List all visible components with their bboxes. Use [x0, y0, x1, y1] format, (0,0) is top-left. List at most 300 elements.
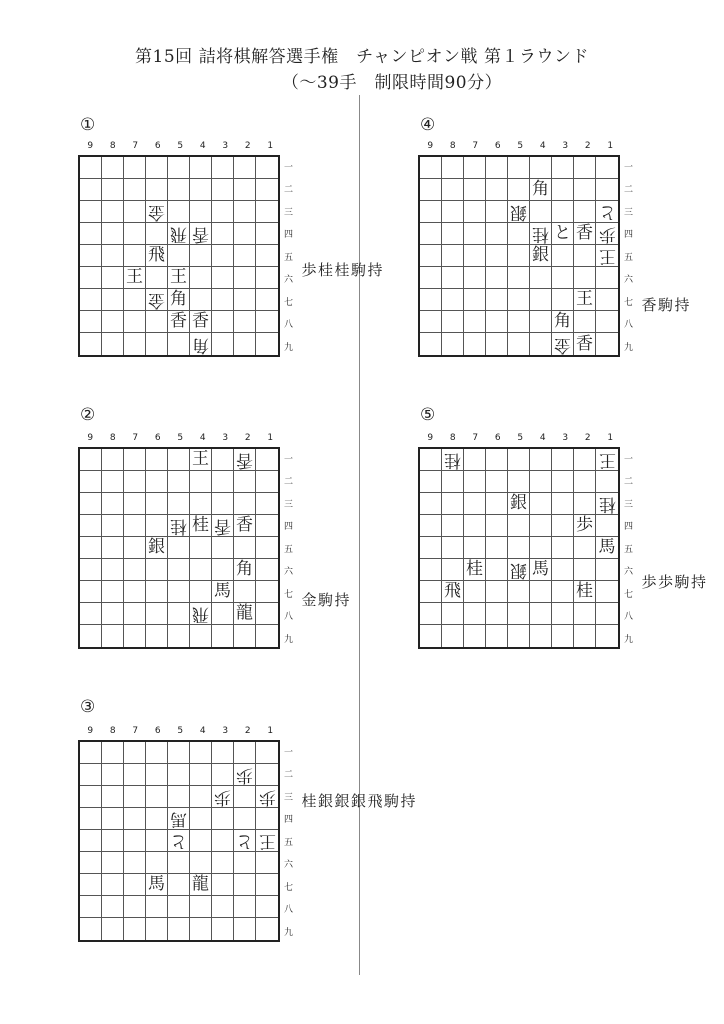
shogi-piece[interactable]: 銀: [148, 537, 165, 557]
board-square[interactable]: [530, 289, 552, 311]
shogi-piece[interactable]: 銀: [510, 560, 527, 580]
board-square[interactable]: [168, 896, 190, 918]
shogi-piece[interactable]: 馬: [148, 874, 165, 894]
shogi-piece[interactable]: 歩: [236, 765, 253, 785]
board-square[interactable]: [574, 559, 596, 581]
board-square[interactable]: [508, 515, 530, 537]
board-square[interactable]: [102, 808, 124, 830]
board-square[interactable]: [596, 471, 618, 493]
shogi-piece[interactable]: と: [554, 223, 571, 243]
board-square[interactable]: [530, 223, 552, 245]
board-square[interactable]: [464, 559, 486, 581]
shogi-piece[interactable]: と: [236, 831, 253, 851]
board-square[interactable]: [168, 179, 190, 201]
shogi-piece[interactable]: 香: [192, 224, 209, 244]
shogi-piece[interactable]: 馬: [170, 809, 187, 829]
board-square[interactable]: [212, 874, 234, 896]
board-square[interactable]: [124, 852, 146, 874]
board-square[interactable]: [190, 223, 212, 245]
board-square[interactable]: [146, 333, 168, 355]
board-square[interactable]: [464, 267, 486, 289]
board-square[interactable]: [146, 311, 168, 333]
board-square[interactable]: [596, 157, 618, 179]
board-square[interactable]: [256, 742, 278, 764]
board-square[interactable]: [256, 537, 278, 559]
board-square[interactable]: [234, 471, 256, 493]
board-square[interactable]: [212, 311, 234, 333]
shogi-piece[interactable]: 馬: [214, 581, 231, 601]
shogi-piece[interactable]: 王: [192, 449, 209, 469]
board-square[interactable]: [146, 874, 168, 896]
board-square[interactable]: [80, 179, 102, 201]
board-square[interactable]: [124, 449, 146, 471]
board-square[interactable]: [596, 537, 618, 559]
board-square[interactable]: [102, 179, 124, 201]
board-square[interactable]: [190, 852, 212, 874]
board-square[interactable]: [102, 289, 124, 311]
board-square[interactable]: [190, 267, 212, 289]
board-square[interactable]: [486, 515, 508, 537]
board-square[interactable]: [124, 157, 146, 179]
board-square[interactable]: [530, 179, 552, 201]
board-square[interactable]: [234, 603, 256, 625]
board-square[interactable]: [464, 333, 486, 355]
board-square[interactable]: [190, 896, 212, 918]
board-square[interactable]: [552, 471, 574, 493]
board-square[interactable]: [190, 537, 212, 559]
board-square[interactable]: [530, 493, 552, 515]
shogi-piece[interactable]: 角: [192, 334, 209, 355]
board-square[interactable]: [190, 625, 212, 647]
board-square[interactable]: [256, 559, 278, 581]
board-square[interactable]: [146, 918, 168, 940]
board-square[interactable]: [420, 603, 442, 625]
board-square[interactable]: [234, 559, 256, 581]
board-square[interactable]: [574, 157, 596, 179]
board-square[interactable]: [256, 515, 278, 537]
board-square[interactable]: [596, 515, 618, 537]
board-square[interactable]: [552, 333, 574, 355]
board-square[interactable]: [102, 515, 124, 537]
board-square[interactable]: [530, 333, 552, 355]
board-square[interactable]: [190, 559, 212, 581]
board-square[interactable]: [124, 223, 146, 245]
board-square[interactable]: [508, 179, 530, 201]
board-square[interactable]: [146, 896, 168, 918]
board-square[interactable]: [168, 852, 190, 874]
board-square[interactable]: [124, 830, 146, 852]
board-square[interactable]: [596, 289, 618, 311]
board-square[interactable]: [596, 333, 618, 355]
board-square[interactable]: [234, 830, 256, 852]
shogi-piece[interactable]: 王: [598, 246, 616, 266]
shogi-piece[interactable]: 香: [170, 311, 187, 331]
board-square[interactable]: [124, 808, 146, 830]
shogi-piece[interactable]: 金: [554, 334, 571, 355]
board-square[interactable]: [80, 537, 102, 559]
shogi-piece[interactable]: 龍: [236, 603, 253, 623]
board-square[interactable]: [146, 786, 168, 808]
board-square[interactable]: [552, 157, 574, 179]
board-square[interactable]: [486, 493, 508, 515]
board-square[interactable]: [212, 830, 234, 852]
board-square[interactable]: [234, 201, 256, 223]
board-square[interactable]: [442, 515, 464, 537]
board-square[interactable]: [234, 918, 256, 940]
shogi-piece[interactable]: 銀: [532, 245, 549, 265]
board-square[interactable]: [508, 493, 530, 515]
board-square[interactable]: [80, 311, 102, 333]
board-square[interactable]: [212, 449, 234, 471]
board-square[interactable]: [234, 223, 256, 245]
board-square[interactable]: [256, 625, 278, 647]
board-square[interactable]: [530, 603, 552, 625]
board-square[interactable]: [234, 333, 256, 355]
board-square[interactable]: [212, 603, 234, 625]
board-square[interactable]: [530, 311, 552, 333]
board-square[interactable]: [80, 852, 102, 874]
shogi-piece[interactable]: 香: [236, 515, 253, 535]
board-square[interactable]: [596, 581, 618, 603]
board-square[interactable]: [212, 179, 234, 201]
board-square[interactable]: [80, 625, 102, 647]
board-square[interactable]: [508, 581, 530, 603]
board-square[interactable]: [80, 245, 102, 267]
board-square[interactable]: [486, 603, 508, 625]
board-square[interactable]: [442, 449, 464, 471]
board-square[interactable]: [234, 267, 256, 289]
board-square[interactable]: [102, 852, 124, 874]
board-square[interactable]: [168, 786, 190, 808]
board-square[interactable]: [508, 449, 530, 471]
board-square[interactable]: [168, 764, 190, 786]
board-square[interactable]: [442, 493, 464, 515]
board-square[interactable]: [146, 581, 168, 603]
board-square[interactable]: [102, 603, 124, 625]
board-square[interactable]: [190, 786, 212, 808]
board-square[interactable]: [464, 625, 486, 647]
board-square[interactable]: [464, 223, 486, 245]
board-square[interactable]: [146, 267, 168, 289]
shogi-piece[interactable]: 桂: [192, 515, 209, 535]
board-square[interactable]: [596, 267, 618, 289]
board-square[interactable]: [234, 874, 256, 896]
board-square[interactable]: [508, 537, 530, 559]
board-square[interactable]: [146, 537, 168, 559]
board-square[interactable]: [124, 896, 146, 918]
board-square[interactable]: [102, 764, 124, 786]
board-square[interactable]: [464, 245, 486, 267]
board-square[interactable]: [124, 537, 146, 559]
board-square[interactable]: [420, 493, 442, 515]
shogi-piece[interactable]: 龍: [192, 874, 209, 894]
board-square[interactable]: [552, 493, 574, 515]
board-square[interactable]: [596, 625, 618, 647]
board-square[interactable]: [124, 289, 146, 311]
board-square[interactable]: [486, 581, 508, 603]
board-square[interactable]: [256, 808, 278, 830]
shogi-piece[interactable]: 桂: [576, 581, 593, 601]
board-square[interactable]: [256, 179, 278, 201]
board-square[interactable]: [574, 625, 596, 647]
board-square[interactable]: [486, 471, 508, 493]
board-square[interactable]: [442, 625, 464, 647]
board-square[interactable]: [464, 179, 486, 201]
board-square[interactable]: [124, 245, 146, 267]
board-square[interactable]: [146, 157, 168, 179]
board-square[interactable]: [552, 267, 574, 289]
shogi-piece[interactable]: 馬: [532, 559, 549, 579]
board-square[interactable]: [234, 311, 256, 333]
board-square[interactable]: [420, 625, 442, 647]
board-square[interactable]: [256, 786, 278, 808]
board-square[interactable]: [80, 896, 102, 918]
board-square[interactable]: [256, 830, 278, 852]
board-square[interactable]: [442, 603, 464, 625]
shogi-piece[interactable]: 桂: [170, 516, 187, 536]
board-square[interactable]: [80, 742, 102, 764]
board-square[interactable]: [102, 537, 124, 559]
board-square[interactable]: [574, 493, 596, 515]
board-square[interactable]: [168, 559, 190, 581]
board-square[interactable]: [146, 289, 168, 311]
shogi-piece[interactable]: 金: [148, 290, 165, 310]
board-square[interactable]: [508, 267, 530, 289]
board-square[interactable]: [464, 537, 486, 559]
board-square[interactable]: [596, 449, 618, 471]
board-square[interactable]: [442, 333, 464, 355]
board-square[interactable]: [124, 603, 146, 625]
board-square[interactable]: [168, 223, 190, 245]
board-square[interactable]: [124, 581, 146, 603]
board-square[interactable]: [574, 537, 596, 559]
board-square[interactable]: [212, 515, 234, 537]
board-square[interactable]: [80, 808, 102, 830]
board-square[interactable]: [420, 311, 442, 333]
board-square[interactable]: [168, 581, 190, 603]
shogi-piece[interactable]: 王: [258, 831, 276, 851]
board-square[interactable]: [80, 559, 102, 581]
board-square[interactable]: [212, 201, 234, 223]
board-square[interactable]: [596, 311, 618, 333]
board-square[interactable]: [212, 245, 234, 267]
board-square[interactable]: [102, 625, 124, 647]
board-square[interactable]: [464, 471, 486, 493]
board-square[interactable]: [234, 515, 256, 537]
board-square[interactable]: [80, 786, 102, 808]
board-square[interactable]: [530, 559, 552, 581]
board-square[interactable]: [486, 267, 508, 289]
board-square[interactable]: [146, 493, 168, 515]
board-square[interactable]: [256, 289, 278, 311]
board-square[interactable]: [552, 625, 574, 647]
board-square[interactable]: [102, 223, 124, 245]
board-square[interactable]: [168, 493, 190, 515]
shogi-piece[interactable]: 角: [532, 179, 549, 199]
board-square[interactable]: [146, 471, 168, 493]
board-square[interactable]: [464, 201, 486, 223]
board-square[interactable]: [442, 179, 464, 201]
board-square[interactable]: [168, 603, 190, 625]
board-square[interactable]: [596, 603, 618, 625]
shogi-piece[interactable]: 香: [576, 223, 593, 243]
board-square[interactable]: [80, 267, 102, 289]
board-square[interactable]: [234, 537, 256, 559]
board-square[interactable]: [420, 223, 442, 245]
board-square[interactable]: [464, 581, 486, 603]
shogi-piece[interactable]: 飛: [170, 224, 187, 244]
board-square[interactable]: [168, 449, 190, 471]
board-square[interactable]: [168, 245, 190, 267]
board-square[interactable]: [596, 223, 618, 245]
board-square[interactable]: [552, 245, 574, 267]
board-square[interactable]: [124, 764, 146, 786]
board-square[interactable]: [146, 625, 168, 647]
board-square[interactable]: [212, 157, 234, 179]
board-square[interactable]: [442, 289, 464, 311]
shogi-piece[interactable]: 銀: [510, 493, 527, 513]
board-square[interactable]: [168, 157, 190, 179]
board-square[interactable]: [124, 625, 146, 647]
board-square[interactable]: [212, 742, 234, 764]
shogi-piece[interactable]: と: [598, 202, 616, 222]
board-square[interactable]: [102, 245, 124, 267]
board-square[interactable]: [574, 179, 596, 201]
board-square[interactable]: [486, 449, 508, 471]
board-square[interactable]: [486, 223, 508, 245]
board-square[interactable]: [256, 223, 278, 245]
board-square[interactable]: [168, 201, 190, 223]
board-square[interactable]: [102, 449, 124, 471]
board-square[interactable]: [420, 157, 442, 179]
board-square[interactable]: [80, 515, 102, 537]
board-square[interactable]: [190, 449, 212, 471]
board-square[interactable]: [256, 581, 278, 603]
board-square[interactable]: [168, 515, 190, 537]
board-square[interactable]: [486, 157, 508, 179]
board-square[interactable]: [234, 289, 256, 311]
board-square[interactable]: [168, 471, 190, 493]
board-square[interactable]: [420, 471, 442, 493]
board-square[interactable]: [146, 852, 168, 874]
board-square[interactable]: [552, 311, 574, 333]
board-square[interactable]: [420, 267, 442, 289]
board-square[interactable]: [442, 245, 464, 267]
board-square[interactable]: [124, 267, 146, 289]
board-square[interactable]: [212, 223, 234, 245]
shogi-piece[interactable]: 金: [148, 202, 165, 222]
board-square[interactable]: [234, 245, 256, 267]
board-square[interactable]: [552, 289, 574, 311]
board-square[interactable]: [168, 874, 190, 896]
board-square[interactable]: [552, 201, 574, 223]
board-square[interactable]: [596, 245, 618, 267]
shogi-piece[interactable]: 桂: [466, 559, 483, 579]
board-square[interactable]: [168, 333, 190, 355]
board-square[interactable]: [486, 289, 508, 311]
board-square[interactable]: [420, 559, 442, 581]
board-square[interactable]: [80, 874, 102, 896]
board-square[interactable]: [574, 289, 596, 311]
board-square[interactable]: [212, 493, 234, 515]
board-square[interactable]: [146, 764, 168, 786]
board-square[interactable]: [124, 179, 146, 201]
board-square[interactable]: [190, 157, 212, 179]
board-square[interactable]: [102, 471, 124, 493]
board-square[interactable]: [80, 223, 102, 245]
board-square[interactable]: [102, 786, 124, 808]
board-square[interactable]: [442, 201, 464, 223]
board-square[interactable]: [190, 603, 212, 625]
board-square[interactable]: [80, 157, 102, 179]
board-square[interactable]: [574, 245, 596, 267]
shogi-piece[interactable]: 香: [214, 516, 231, 536]
board-square[interactable]: [102, 918, 124, 940]
board-square[interactable]: [190, 289, 212, 311]
shogi-piece[interactable]: 馬: [598, 537, 616, 557]
board-square[interactable]: [168, 537, 190, 559]
shogi-piece[interactable]: 角: [554, 311, 571, 331]
board-square[interactable]: [256, 896, 278, 918]
board-square[interactable]: [508, 157, 530, 179]
board-square[interactable]: [212, 267, 234, 289]
board-square[interactable]: [486, 201, 508, 223]
board-square[interactable]: [168, 830, 190, 852]
board-square[interactable]: [190, 830, 212, 852]
board-square[interactable]: [190, 179, 212, 201]
board-square[interactable]: [552, 559, 574, 581]
board-square[interactable]: [508, 223, 530, 245]
board-square[interactable]: [102, 874, 124, 896]
board-square[interactable]: [146, 559, 168, 581]
board-square[interactable]: [256, 201, 278, 223]
board-square[interactable]: [190, 874, 212, 896]
board-square[interactable]: [530, 471, 552, 493]
board-square[interactable]: [530, 267, 552, 289]
board-square[interactable]: [256, 267, 278, 289]
board-square[interactable]: [190, 245, 212, 267]
board-square[interactable]: [256, 245, 278, 267]
board-square[interactable]: [80, 918, 102, 940]
board-square[interactable]: [234, 157, 256, 179]
board-square[interactable]: [596, 201, 618, 223]
board-square[interactable]: [256, 603, 278, 625]
board-square[interactable]: [420, 333, 442, 355]
board-square[interactable]: [464, 603, 486, 625]
board-square[interactable]: [442, 223, 464, 245]
board-square[interactable]: [552, 603, 574, 625]
board-square[interactable]: [168, 625, 190, 647]
board-square[interactable]: [464, 311, 486, 333]
board-square[interactable]: [212, 808, 234, 830]
board-square[interactable]: [420, 201, 442, 223]
shogi-piece[interactable]: 王: [170, 267, 187, 287]
board-square[interactable]: [102, 896, 124, 918]
board-square[interactable]: [530, 157, 552, 179]
board-square[interactable]: [234, 852, 256, 874]
board-square[interactable]: [442, 157, 464, 179]
board-square[interactable]: [146, 245, 168, 267]
board-square[interactable]: [574, 471, 596, 493]
board-square[interactable]: [256, 493, 278, 515]
board-square[interactable]: [168, 808, 190, 830]
board-square[interactable]: [508, 289, 530, 311]
board-square[interactable]: [464, 157, 486, 179]
shogi-piece[interactable]: 銀: [510, 202, 527, 222]
board-square[interactable]: [508, 625, 530, 647]
board-square[interactable]: [464, 289, 486, 311]
board-square[interactable]: [212, 333, 234, 355]
